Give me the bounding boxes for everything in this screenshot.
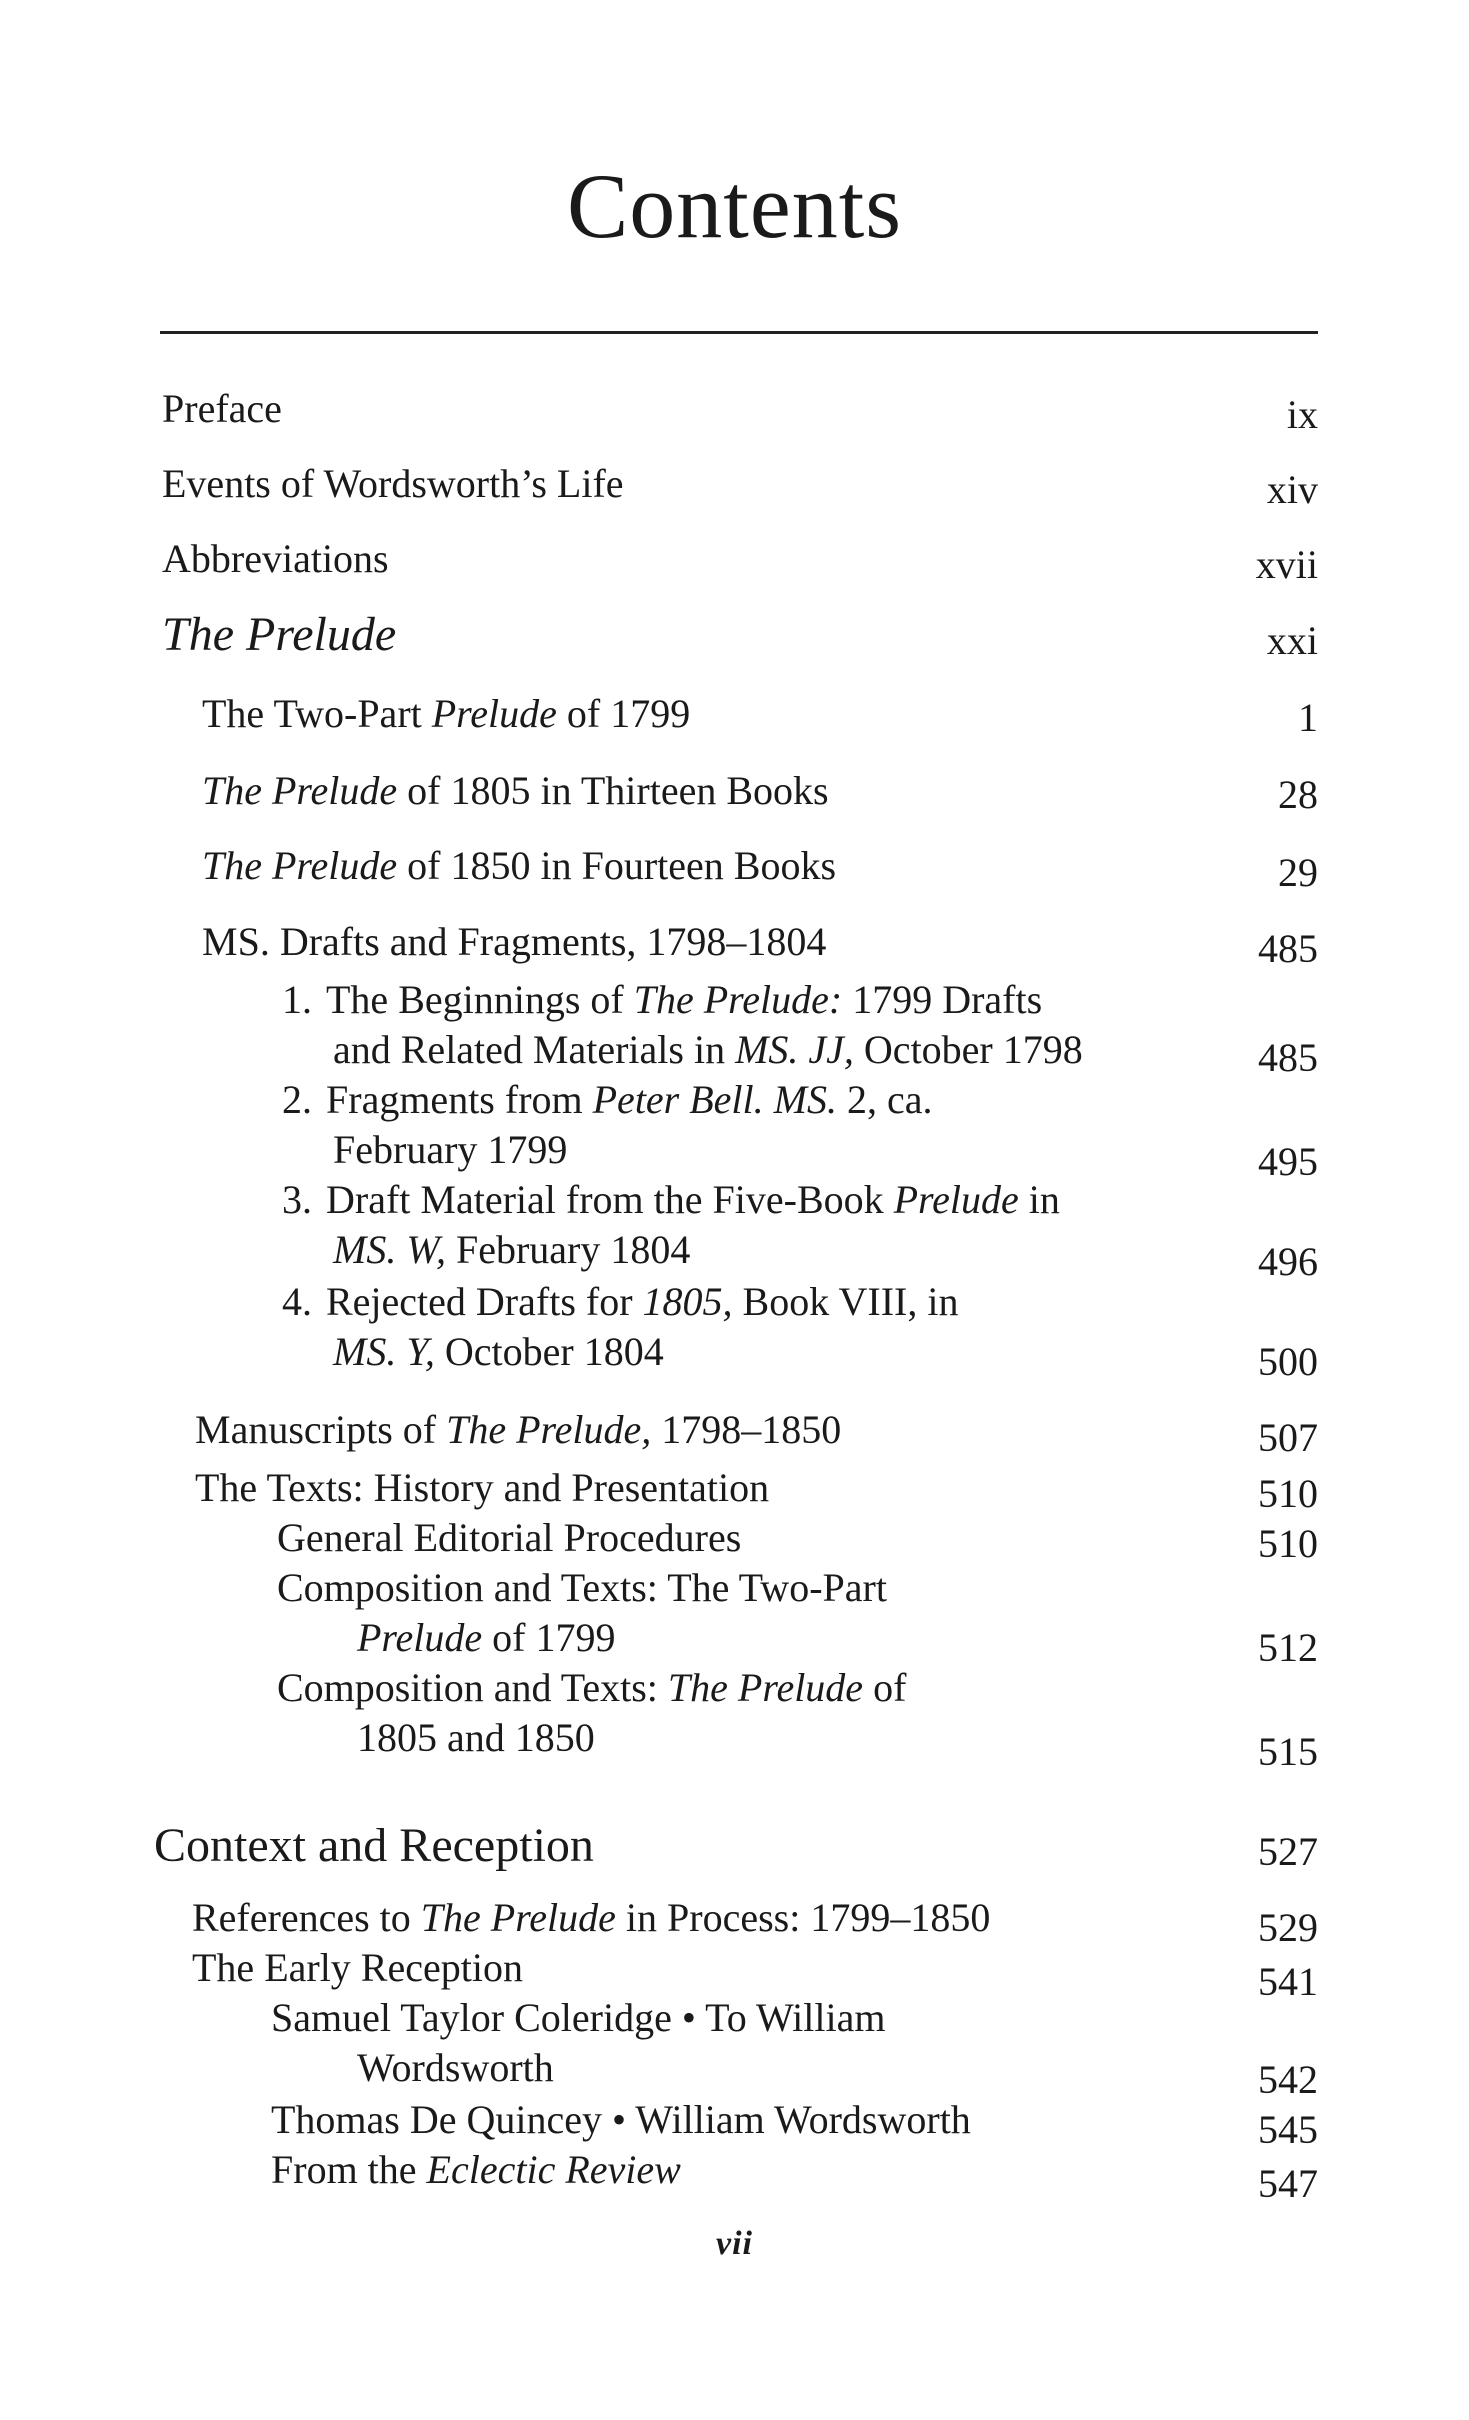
toc-label-part: 1798–1850 (651, 1407, 842, 1452)
toc-label-italic: The Prelude: (633, 977, 843, 1022)
toc-page: xxi (1266, 618, 1318, 663)
toc-label-part: in Process: 1799–1850 (615, 1895, 991, 1940)
toc-label-part: Draft Material from the Five-Book (326, 1177, 894, 1222)
toc-label: Thomas De Quincey • William Wordsworth (271, 2097, 971, 2142)
toc-section-prelude[interactable] (162, 607, 396, 663)
toc-label: The Early Reception (192, 1945, 523, 1990)
toc-label-part: Composition and Texts: The Two-Part (277, 1565, 887, 1610)
toc-page: 529 (1258, 1905, 1318, 1950)
toc-label-part: February 1804 (445, 1227, 691, 1272)
toc-label-part: The Two-Part (202, 691, 432, 736)
toc-label-part: From the (271, 2147, 427, 2192)
title-rule (160, 331, 1318, 334)
toc-label-italic: Prelude (357, 1615, 483, 1660)
toc-number: 4. (282, 1279, 312, 1324)
toc-entry-manuscripts[interactable] (195, 1406, 841, 1454)
toc-label: Abbreviations (162, 536, 389, 581)
toc-page: 495 (1258, 1139, 1318, 1184)
toc-entry-abbreviations[interactable] (162, 535, 389, 583)
toc-entry-draft-4-cont (333, 1330, 664, 1374)
toc-label-part: Manuscripts of (195, 1407, 447, 1452)
toc-label-part: Wordsworth (357, 2045, 554, 2090)
toc-label-part: of (863, 1665, 907, 1710)
toc-entry-coleridge[interactable] (271, 1996, 886, 2040)
toc-entry-references[interactable] (192, 1896, 990, 1940)
toc-label-part: 2, ca. (836, 1077, 933, 1122)
toc-entry-1850[interactable] (202, 842, 836, 890)
toc-label-part: of 1799 (482, 1615, 616, 1660)
toc-entry-preface[interactable] (162, 385, 282, 433)
toc-page: 510 (1258, 1471, 1318, 1516)
toc-label-part: of 1805 in Thirteen Books (397, 768, 829, 813)
toc-label-italic: The Prelude, (446, 1407, 652, 1452)
toc-number: 1. (282, 977, 312, 1022)
toc-number: 2. (282, 1077, 312, 1122)
toc-page: 496 (1258, 1239, 1318, 1284)
toc-label-part: and Related Materials in (333, 1027, 736, 1072)
page-number: vii (716, 2225, 753, 2262)
toc-entry-composition-two-part[interactable] (277, 1566, 887, 1610)
toc-label-italic: MS. W, (333, 1227, 446, 1272)
toc-label-part: References to (192, 1895, 421, 1940)
toc-label-part: Composition and Texts: (277, 1665, 668, 1710)
toc-entry-composition-prelude-cont (357, 1716, 595, 1760)
toc-label-italic: Prelude (893, 1177, 1019, 1222)
toc-page: 485 (1258, 926, 1318, 971)
toc-entry-draft-1[interactable] (282, 978, 1042, 1022)
toc-page: 485 (1258, 1035, 1318, 1080)
toc-entry-draft-3[interactable] (282, 1178, 1060, 1222)
toc-label-italic: MS. JJ, (735, 1027, 854, 1072)
toc-entry-draft-2-cont (333, 1128, 567, 1172)
toc-label-italic: 1805, (642, 1279, 733, 1324)
toc-label-italic: The Prelude (202, 768, 398, 813)
toc-entry-draft-4[interactable] (282, 1280, 958, 1324)
toc-label-part: of 1850 in Fourteen Books (397, 843, 837, 888)
toc-page: xvii (1255, 542, 1318, 587)
toc-label: General Editorial Procedures (277, 1515, 742, 1560)
toc-label: MS. Drafts and Fragments, 1798–1804 (202, 919, 827, 964)
toc-page: ix (1286, 392, 1318, 437)
toc-page: 29 (1278, 850, 1318, 895)
toc-page: 527 (1258, 1829, 1318, 1874)
toc-page: 542 (1258, 2057, 1318, 2102)
page-title: Contents (566, 155, 903, 257)
toc-entry-draft-1-cont (333, 1028, 1083, 1072)
toc-section-label: Context and Reception (154, 1819, 594, 1872)
toc-label-part: February 1799 (333, 1127, 568, 1172)
toc-entry-events[interactable] (162, 460, 624, 508)
toc-page: 507 (1258, 1415, 1318, 1460)
toc-label-part: 1799 Drafts (842, 977, 1043, 1022)
toc-section-context[interactable] (154, 1818, 594, 1874)
toc-entry-editorial[interactable] (277, 1516, 741, 1560)
toc-page: 510 (1258, 1521, 1318, 1566)
toc-entry-draft-3-cont (333, 1228, 690, 1272)
toc-page: 1 (1298, 695, 1318, 740)
toc-page: 547 (1258, 2161, 1318, 2206)
toc-label-part: 1805 and 1850 (357, 1715, 595, 1760)
toc-entry-eclectic-review[interactable] (271, 2148, 681, 2192)
toc-page: xiv (1266, 467, 1318, 512)
toc-entry-composition-prelude[interactable] (277, 1666, 906, 1710)
toc-label-italic: The Prelude (420, 1895, 616, 1940)
toc-label-part: Samuel Taylor Coleridge • To William (271, 1995, 886, 2040)
toc-label-italic: Eclectic Review (426, 2147, 681, 2192)
toc-entry-1805[interactable] (202, 767, 829, 815)
toc-label-part: Book VIII, in (732, 1279, 959, 1324)
toc-page: 515 (1258, 1729, 1318, 1774)
toc-entry-ms-drafts[interactable] (202, 918, 826, 966)
toc-label: Preface (162, 386, 282, 431)
toc-number: 3. (282, 1177, 312, 1222)
toc-page: 28 (1278, 772, 1318, 817)
toc-label-part: October 1804 (434, 1329, 664, 1374)
toc-page: 500 (1258, 1339, 1318, 1384)
toc-label: The Texts: History and Presentation (195, 1465, 770, 1510)
toc-entry-de-quincey[interactable] (271, 2098, 971, 2142)
toc-entry-coleridge-cont (357, 2046, 554, 2090)
toc-entry-two-part[interactable] (202, 690, 690, 738)
toc-section-label: The Prelude (162, 608, 397, 661)
toc-page: 512 (1258, 1625, 1318, 1670)
toc-label-italic: The Prelude (667, 1665, 864, 1710)
toc-label: Events of Wordsworth’s Life (162, 461, 624, 506)
toc-label-part: Fragments from (326, 1077, 593, 1122)
toc-label-part: October 1798 (853, 1027, 1083, 1072)
toc-entry-composition-two-part-cont (357, 1616, 615, 1660)
toc-label-part: of 1799 (556, 691, 691, 736)
toc-entry-early-reception[interactable] (192, 1946, 523, 1990)
toc-page: 541 (1258, 1959, 1318, 2004)
toc-label-italic: Peter Bell. MS. (592, 1077, 837, 1122)
toc-label-italic: The Prelude (202, 843, 398, 888)
toc-label-italic: MS. Y, (333, 1329, 435, 1374)
toc-entry-draft-2[interactable] (282, 1078, 933, 1122)
toc-label-part: Rejected Drafts for (326, 1279, 643, 1324)
toc-label-part: The Beginnings of (326, 977, 634, 1022)
toc-page: 545 (1258, 2107, 1318, 2152)
toc-label-italic: Prelude (431, 691, 557, 736)
toc-label-part: in (1018, 1177, 1060, 1222)
toc-entry-texts[interactable] (195, 1466, 769, 1510)
